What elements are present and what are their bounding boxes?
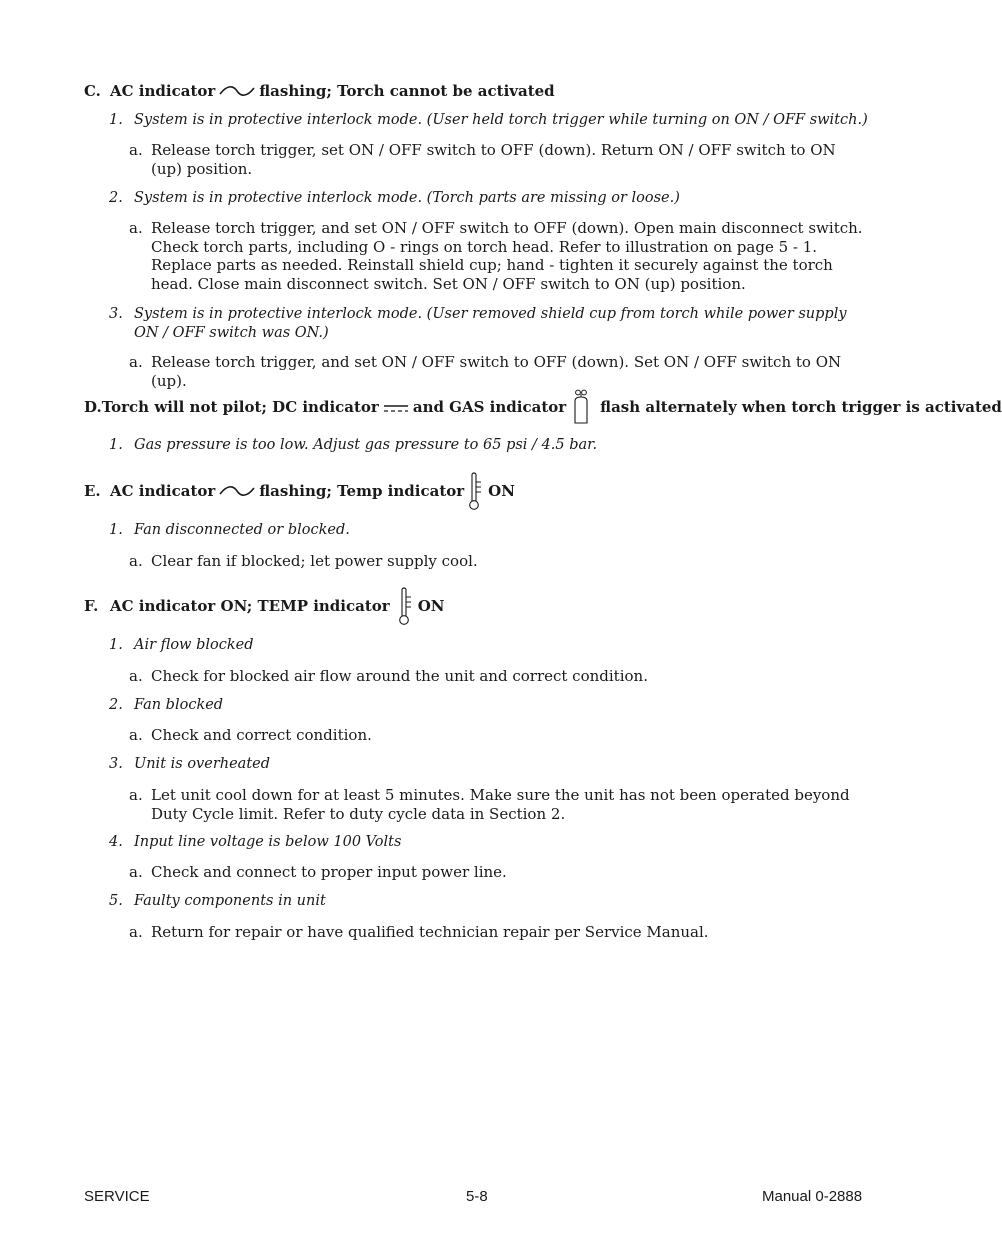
- section-f-heading: [84, 587, 444, 625]
- footer-manual-number: Manual 0-2888: [762, 1188, 863, 1205]
- section-letter: F.: [84, 597, 99, 615]
- section-letter: E.: [84, 482, 101, 500]
- footer-section-label: SERVICE: [84, 1188, 150, 1205]
- remedy-item: a. Return for repair or have qualified technician repair per Service Manual.: [129, 923, 709, 941]
- cause-item: 1. Fan disconnected or blocked.: [109, 522, 350, 538]
- heading-text: AC indicator ON; TEMP indicator: [110, 597, 390, 615]
- heading-text: Torch will not pilot; DC indicator: [101, 398, 379, 416]
- cause-item: 4. Input line voltage is below 100 Volts: [109, 834, 402, 850]
- remedy-item: a. Let unit cool down for at least 5 minutes. Make sure the unit has not been operated beyond Duty Cycle limit. Refer to duty cycle data in Section 2.: [129, 786, 850, 823]
- cause-item: 1. Air flow blocked: [109, 637, 254, 653]
- heading-text: AC indicator: [110, 482, 216, 500]
- gas-cylinder-icon: [570, 389, 592, 425]
- heading-text: AC indicator: [110, 82, 216, 100]
- section-letter: C.: [84, 82, 101, 100]
- remedy-item: a. Release torch trigger, and set ON / OFF switch to OFF (down). Set ON / OFF switch to ON (up).: [129, 353, 842, 390]
- footer-page-number: 5-8: [466, 1188, 488, 1205]
- section-d-heading: [84, 389, 1002, 425]
- remedy-item: a. Check and connect to proper input power line.: [129, 863, 507, 881]
- cause-item: 1. System is in protective interlock mode. (User held torch trigger while turning on ON / OFF switch.): [109, 112, 868, 128]
- section-e-heading: [84, 472, 515, 510]
- cause-item: 5. Faulty components in unit: [109, 893, 326, 909]
- ac-sine-icon: [219, 484, 255, 498]
- ac-sine-icon: [219, 84, 255, 98]
- thermometer-icon: [398, 587, 414, 625]
- heading-text: and GAS indicator: [412, 398, 567, 416]
- section-letter: D.: [84, 398, 102, 416]
- cause-item: 3. System is in protective interlock mode. (User removed shield cup from torch while power supply ON / OFF switch was ON.): [109, 306, 847, 341]
- heading-text: ON: [488, 482, 515, 500]
- heading-text: ON: [417, 597, 445, 615]
- cause-item: 1. Gas pressure is too low. Adjust gas pressure to 65 psi / 4.5 bar.: [109, 437, 598, 453]
- remedy-item: a. Release torch trigger, set ON / OFF switch to OFF (down). Return ON / OFF switch to ON (up) position.: [129, 141, 836, 178]
- section-c-heading: [84, 82, 555, 100]
- heading-text: flash alternately when torch trigger is activated: [600, 398, 1002, 416]
- cause-item: 3. Unit is overheated: [109, 756, 271, 772]
- remedy-item: a. Check and correct condition.: [129, 726, 372, 744]
- cause-item: 2. Fan blocked: [109, 697, 224, 713]
- heading-text: flashing; Torch cannot be activated: [259, 82, 555, 100]
- cause-item: 2. System is in protective interlock mode. (Torch parts are missing or loose.): [109, 190, 680, 206]
- dc-line-icon: [383, 400, 409, 414]
- thermometer-icon: [468, 472, 484, 510]
- remedy-item: a. Clear fan if blocked; let power supply cool.: [129, 552, 478, 570]
- remedy-item: a. Check for blocked air flow around the unit and correct condition.: [129, 667, 648, 685]
- remedy-item: a. Release torch trigger, and set ON / OFF switch to OFF (down). Open main disconnect switch. Check torch parts, including O - rings on torch head. Refer to illustration on page 5 - 1. Replace parts as needed. Reinstall shield cup; hand - tighten it securely against the torch head. Close main disconnect switch. Set ON / OFF switch to ON (up) position.: [129, 219, 863, 293]
- heading-text: flashing; Temp indicator: [259, 482, 465, 500]
